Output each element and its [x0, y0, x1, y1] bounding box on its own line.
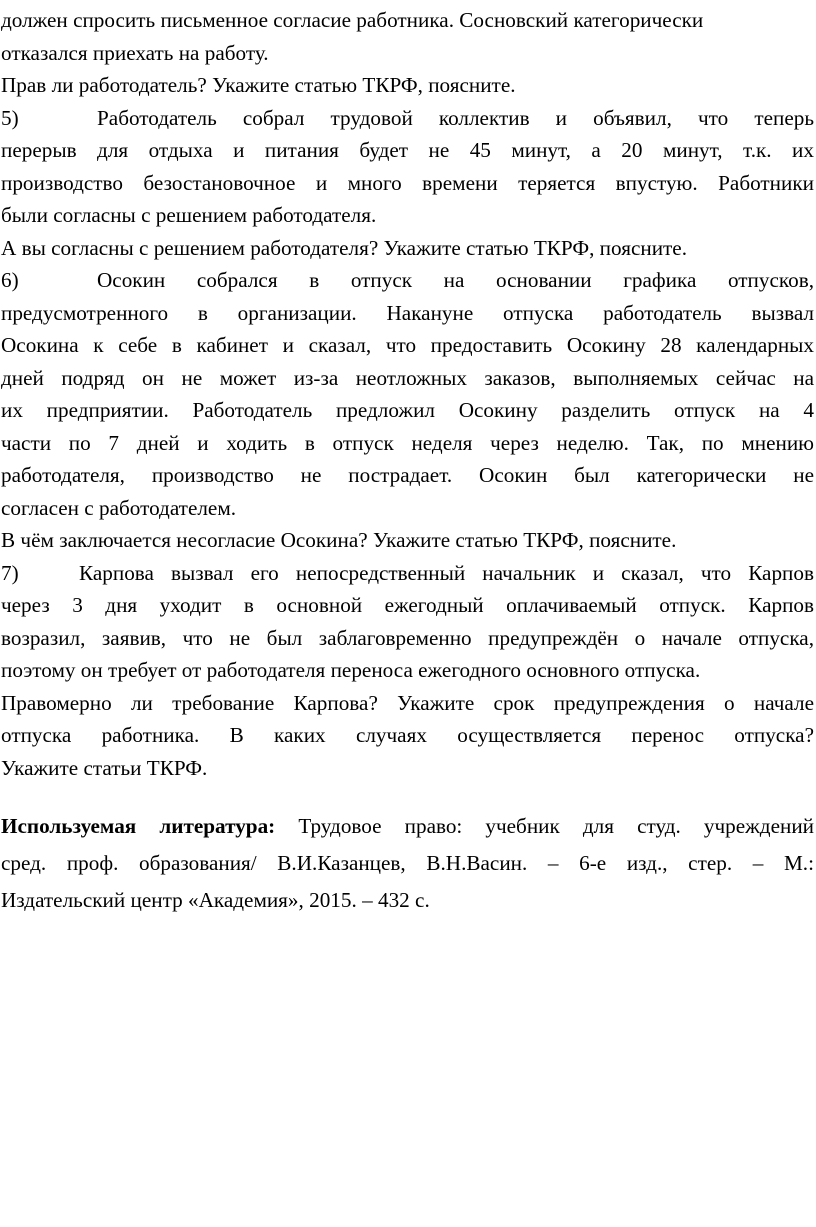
item-number: 6)	[1, 268, 19, 292]
question-line: А вы согласны с решением работодателя? Укажите статью ТКРФ, поясните.	[1, 235, 687, 260]
literature-heading: Используемая литература:	[1, 814, 276, 838]
question-line: отпуска работника. В каких случаях осуществляется перенос отпуска?	[1, 723, 814, 747]
text-line: возразил, заявив, что не был заблаговременно предупреждён о начале отпуска,	[1, 625, 814, 650]
question-line: В чём заключается несогласие Осокина? Укажите статью ТКРФ, поясните.	[1, 528, 677, 552]
text-line: части по 7 дней и ходить в отпуск неделя через неделю. Так, по мнению	[1, 430, 814, 455]
literature-text: Трудовое право: учебник для студ. учреждений	[298, 814, 814, 838]
item-number: 5)	[1, 105, 19, 130]
text-line: их предприятии. Работодатель предложил Осокину разделить отпуск на 4	[1, 398, 814, 422]
literature-line: сред. проф. образования/ В.И.Казанцев, В.Н.Васин. – 6-е изд., стер. – М.:	[1, 851, 814, 875]
text-line: отказался приехать на работу.	[1, 40, 269, 65]
text-line: должен спросить письменное согласие работника. Сосновский категорически	[1, 8, 704, 32]
literature-section	[1, 808, 814, 919]
text-line: производство безостановочное и много времени теряется впустую. Работники	[1, 170, 814, 195]
question-line: Правомерно ли требование Карпова? Укажите срок предупреждения о начале	[1, 690, 814, 715]
text-line: работодателя, производство не пострадает. Осокин был категорически не	[1, 463, 814, 487]
literature-line	[1, 808, 814, 845]
text-line: были согласны с решением работодателя.	[1, 203, 377, 227]
question-line: Прав ли работодатель? Укажите статью ТКРФ, поясните.	[1, 73, 516, 97]
question-line: Укажите статьи ТКРФ.	[1, 755, 208, 780]
document-body	[1, 4, 814, 784]
text-line: согласен с работодателем.	[1, 495, 237, 520]
item-7-first-line	[1, 557, 814, 590]
text-line: предусмотренного в организации. Накануне отпуска работодатель вызвал	[1, 300, 814, 325]
item-6-first-line	[1, 264, 814, 297]
text-line: поэтому он требует от работодателя переноса ежегодного основного отпуска.	[1, 658, 701, 682]
text-line: Осокина к себе в кабинет и сказал, что предоставить Осокину 28 календарных	[1, 333, 814, 357]
text-line: дней подряд он не может из-за неотложных заказов, выполняемых сейчас на	[1, 365, 814, 390]
text-line: Карпова вызвал его непосредственный начальник и сказал, что Карпов	[79, 560, 814, 585]
text-line: перерыв для отдыха и питания будет не 45 минут, а 20 минут, т.к. их	[1, 138, 814, 162]
text-line: Осокин собрался в отпуск на основании графика отпусков,	[97, 268, 814, 292]
literature-line: Издательский центр «Академия», 2015. – 432 с.	[1, 888, 430, 912]
item-number: 7)	[1, 560, 19, 585]
text-line: через 3 дня уходит в основной ежегодный оплачиваемый отпуск. Карпов	[1, 593, 814, 617]
item-5-first-line	[1, 102, 814, 135]
text-line: Работодатель собрал трудовой коллектив и объявил, что теперь	[97, 105, 814, 130]
